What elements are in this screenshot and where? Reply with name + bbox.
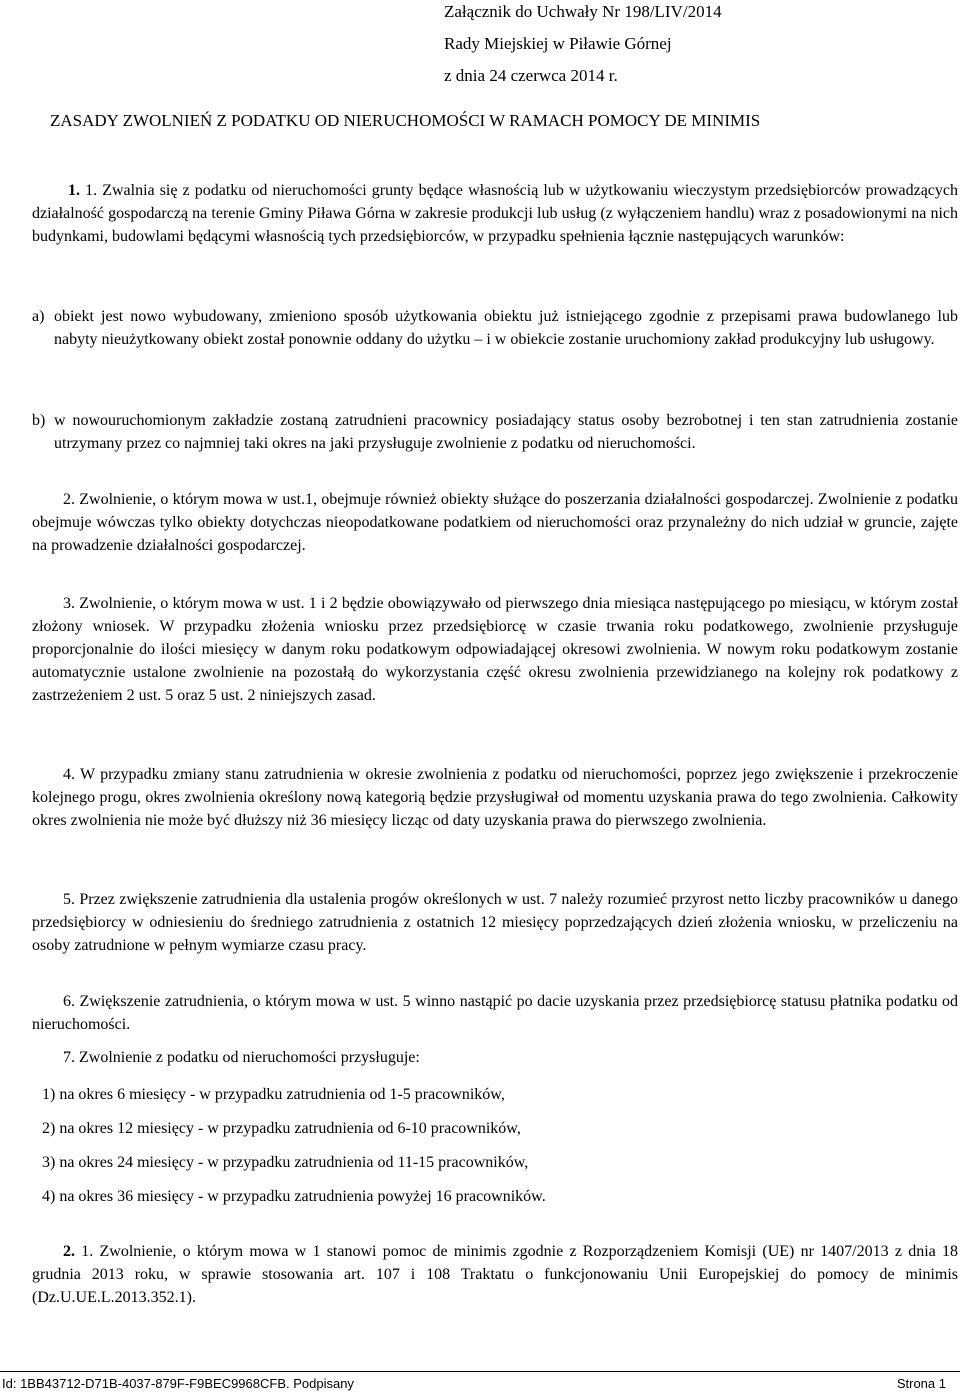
paragraph-text: 1. Zwolnienie, o którym mowa w 1 stanowi pomoc de minimis zgodnie z Rozporządzeniem Komisji (UE) nr 1407/2013 z dnia 18 grudnia 2013 roku, w sprawie stosowania art. 107 i 108 Traktatu o funkcjonowaniu Unii Europejskiej do pomocy de minimis (Dz.U.UE.L.2013.352.1). [32,1243,958,1306]
section1-paragraph7: 7. Zwolnienie z podatku od nieruchomości przysługuje: [63,1049,420,1066]
period-item: 1) na okres 6 miesięcy - w przypadku zatrudnienia od 1-5 pracowników, [42,1086,505,1103]
paragraph-number: 1. [85,182,98,199]
page-number: Strona 1 [896,1376,946,1391]
section2-number: 2. [63,1243,75,1260]
section1-paragraph2: 2. Zwolnienie, o którym mowa w ust.1, obejmuje również obiekty służące do poszerzania działalności gospodarczej. Zwolnienie z podatku obejmuje wówczas tylko obiekty dotychczas nieopodatkowane podatkiem od nieruchomości oraz przynależny do nich udział w gruncie, zajęte na prowadzenie działalności gospodarczej. [32,491,958,554]
attachment-header-line2: Rady Miejskiej w Piławie Górnej [444,34,672,53]
footer-divider [0,1371,960,1372]
condition-b-text: w nowouruchomionym zakładzie zostaną zatrudnieni pracownicy posiadający status osoby bezrobotnej i ten stan zatrudnienia zostanie utrzymany przez co najmniej taki okres na jaki przysługuje zwolnienie z podatku od nieruchomości. [54,412,958,452]
section1-number: 1. [68,182,80,199]
condition-a-label: a) [32,308,45,325]
section2-paragraph1 [32,1240,958,1309]
section1-paragraph1 [32,179,958,248]
period-item: 4) na okres 36 miesięcy - w przypadku zatrudnienia powyżej 16 pracowników. [42,1188,546,1205]
condition-b-label: b) [32,412,46,429]
period-item: 2) na okres 12 miesięcy - w przypadku zatrudnienia od 6-10 pracowników, [42,1120,521,1137]
paragraph-text: Zwalnia się z podatku od nieruchomości grunty będące własnością lub w użytkowaniu wieczystym przedsiębiorców prowadzących działalność gospodarczą na terenie Gminy Piława Górna w zakresie produkcji lub usług (z wyłączeniem handlu) wraz z posadowionymi na nich budynkami, budowlami będącymi własnością tych przedsiębiorców, w przypadku spełnienia łącznie następujących warunków: [32,182,959,245]
period-item: 3) na okres 24 miesięcy - w przypadku zatrudnienia od 11-15 pracowników, [42,1154,529,1171]
document-title: ZASADY ZWOLNIEŃ Z PODATKU OD NIERUCHOMOŚCI W RAMACH POMOCY DE MINIMIS [50,111,761,130]
document-id: Id: 1BB43712-D71B-4037-879F-F9BEC9968CFB. Podpisany [2,1376,354,1391]
condition-a-text: obiekt jest nowo wybudowany, zmieniono sposób użytkowania obiektu już istniejącego zgodnie z przepisami prawa budowlanego lub nabyty nieużytkowany obiekt został ponownie oddany do użytku – i w obiekcie zostanie uruchomiony zakład produkcyjny lub usługowy. [54,308,958,348]
section1-paragraph6: 6. Zwiększenie zatrudnienia, o którym mowa w ust. 5 winno nastąpić po dacie uzyskania przez przedsiębiorcę statusu płatnika podatku od nieruchomości. [32,993,958,1033]
section1-paragraph5: 5. Przez zwiększenie zatrudnienia dla ustalenia progów określonych w ust. 7 należy rozumieć przyrost netto liczby pracowników u danego przedsiębiorcy w odniesieniu do średniego zatrudnienia z ostatnich 12 miesięcy poprzedzających dzień złożenia wniosku, w przeliczeniu na osoby zatrudnione w pełnym wymiarze czasu pracy. [32,891,958,954]
attachment-header-line3: z dnia 24 czerwca 2014 r. [444,66,618,85]
section1-paragraph4: 4. W przypadku zmiany stanu zatrudnienia w okresie zwolnienia z podatku od nieruchomości, poprzez jego zwiększenie i przekroczenie kolejnego progu, okres zwolnienia określony nową kategorią będzie przysługiwał od momentu uzyskania prawa do tego zwolnienia. Całkowity okres zwolnienia nie może być dłuższy niż 36 miesięcy licząc od daty uzyskania prawa do pierwszego zwolnienia. [32,766,958,829]
section1-paragraph3: 3. Zwolnienie, o którym mowa w ust. 1 i 2 będzie obowiązywało od pierwszego dnia miesiąca następującego po miesiącu, w którym został złożony wniosek. W przypadku złożenia wniosku przez przedsiębiorcę w czasie trwania roku podatkowego, zwolnienie przysługuje proporcjonalnie do ilości miesięcy w danym roku podatkowym odpowiadającej okresowi zwolnienia. W nowym roku podatkowym zostanie automatycznie ustalone zwolnienie na pozostałą do wykorzystania część okresu zwolnienia przewidzianego na kolejny rok podatkowy z zastrzeżeniem 2 ust. 5 oraz 5 ust. 2 niniejszych zasad. [32,595,958,704]
attachment-header-line1: Załącznik do Uchwały Nr 198/LIV/2014 [444,2,722,21]
